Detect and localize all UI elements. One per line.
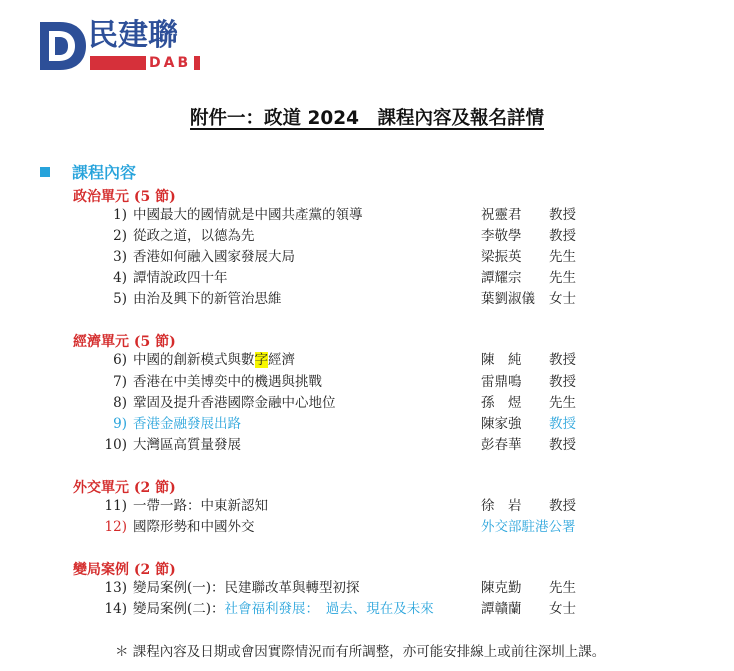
course-row: 12) 國際形勢和中國外交 外交部駐港公署 (104, 519, 576, 535)
course-row: 9) 香港金融發展出路 陳家強 教授 (113, 416, 576, 432)
course-row: 6) 中國的創新模式與數字經濟 陳 純 教授 (113, 352, 576, 368)
page-title: 附件一：政道 2024 課程內容及報名詳情 (190, 108, 544, 129)
course-row: 7) 香港在中美博奕中的機遇與挑戰 雷鼎鳴 教授 (113, 374, 576, 390)
course-row: 10) 大灣區高質量發展 彭春華 教授 (104, 437, 576, 453)
course-row: 11) 一帶一路：中東新認知 徐 岩 教授 (104, 498, 576, 514)
unit-heading-politics: 政治單元 (5 節) (73, 189, 176, 205)
section-heading: 課程內容 (40, 160, 136, 183)
unit-heading-economy: 經濟單元 (5 節) (73, 334, 176, 350)
footnote: ＊ 課程內容及日期或會因實際情況而有所調整，亦可能安排線上或前往深圳上課。 (115, 644, 606, 660)
course-row: 4) 譚情說政四十年 譚耀宗 先生 (113, 270, 576, 286)
unit-heading-cases: 變局案例 (2 節) (73, 562, 176, 578)
square-bullet-icon (40, 167, 50, 177)
course-row: 8) 鞏固及提升香港國際金融中心地位 孫 煜 先生 (113, 395, 576, 411)
course-row: 3) 香港如何融入國家發展大局 梁振英 先生 (113, 249, 576, 265)
dab-logo-mark-icon (38, 20, 88, 72)
course-row: 2) 從政之道，以德為先 李敬學 教授 (113, 228, 576, 244)
course-row: 5) 由治及興下的新管治思維 葉劉淑儀 女士 (113, 291, 576, 307)
course-row: 1) 中國最大的國情就是中國共產黨的領導 祝靈君 教授 (113, 207, 576, 223)
dab-logo (38, 18, 202, 74)
unit-heading-diplomacy: 外交單元 (2 節) (73, 480, 176, 496)
logo-chinese-text: 民建聯 (88, 18, 178, 53)
logo-abbr-text: DAB (146, 55, 194, 71)
highlighted-char: 字 (254, 352, 268, 368)
course-row: 14) 變局案例(二)：社會福利發展： 過去、現在及未來 譚贛蘭 女士 (104, 601, 576, 617)
course-row: 13) 變局案例(一)：民建聯改革與轉型初探 陳克勤 先生 (104, 580, 576, 596)
